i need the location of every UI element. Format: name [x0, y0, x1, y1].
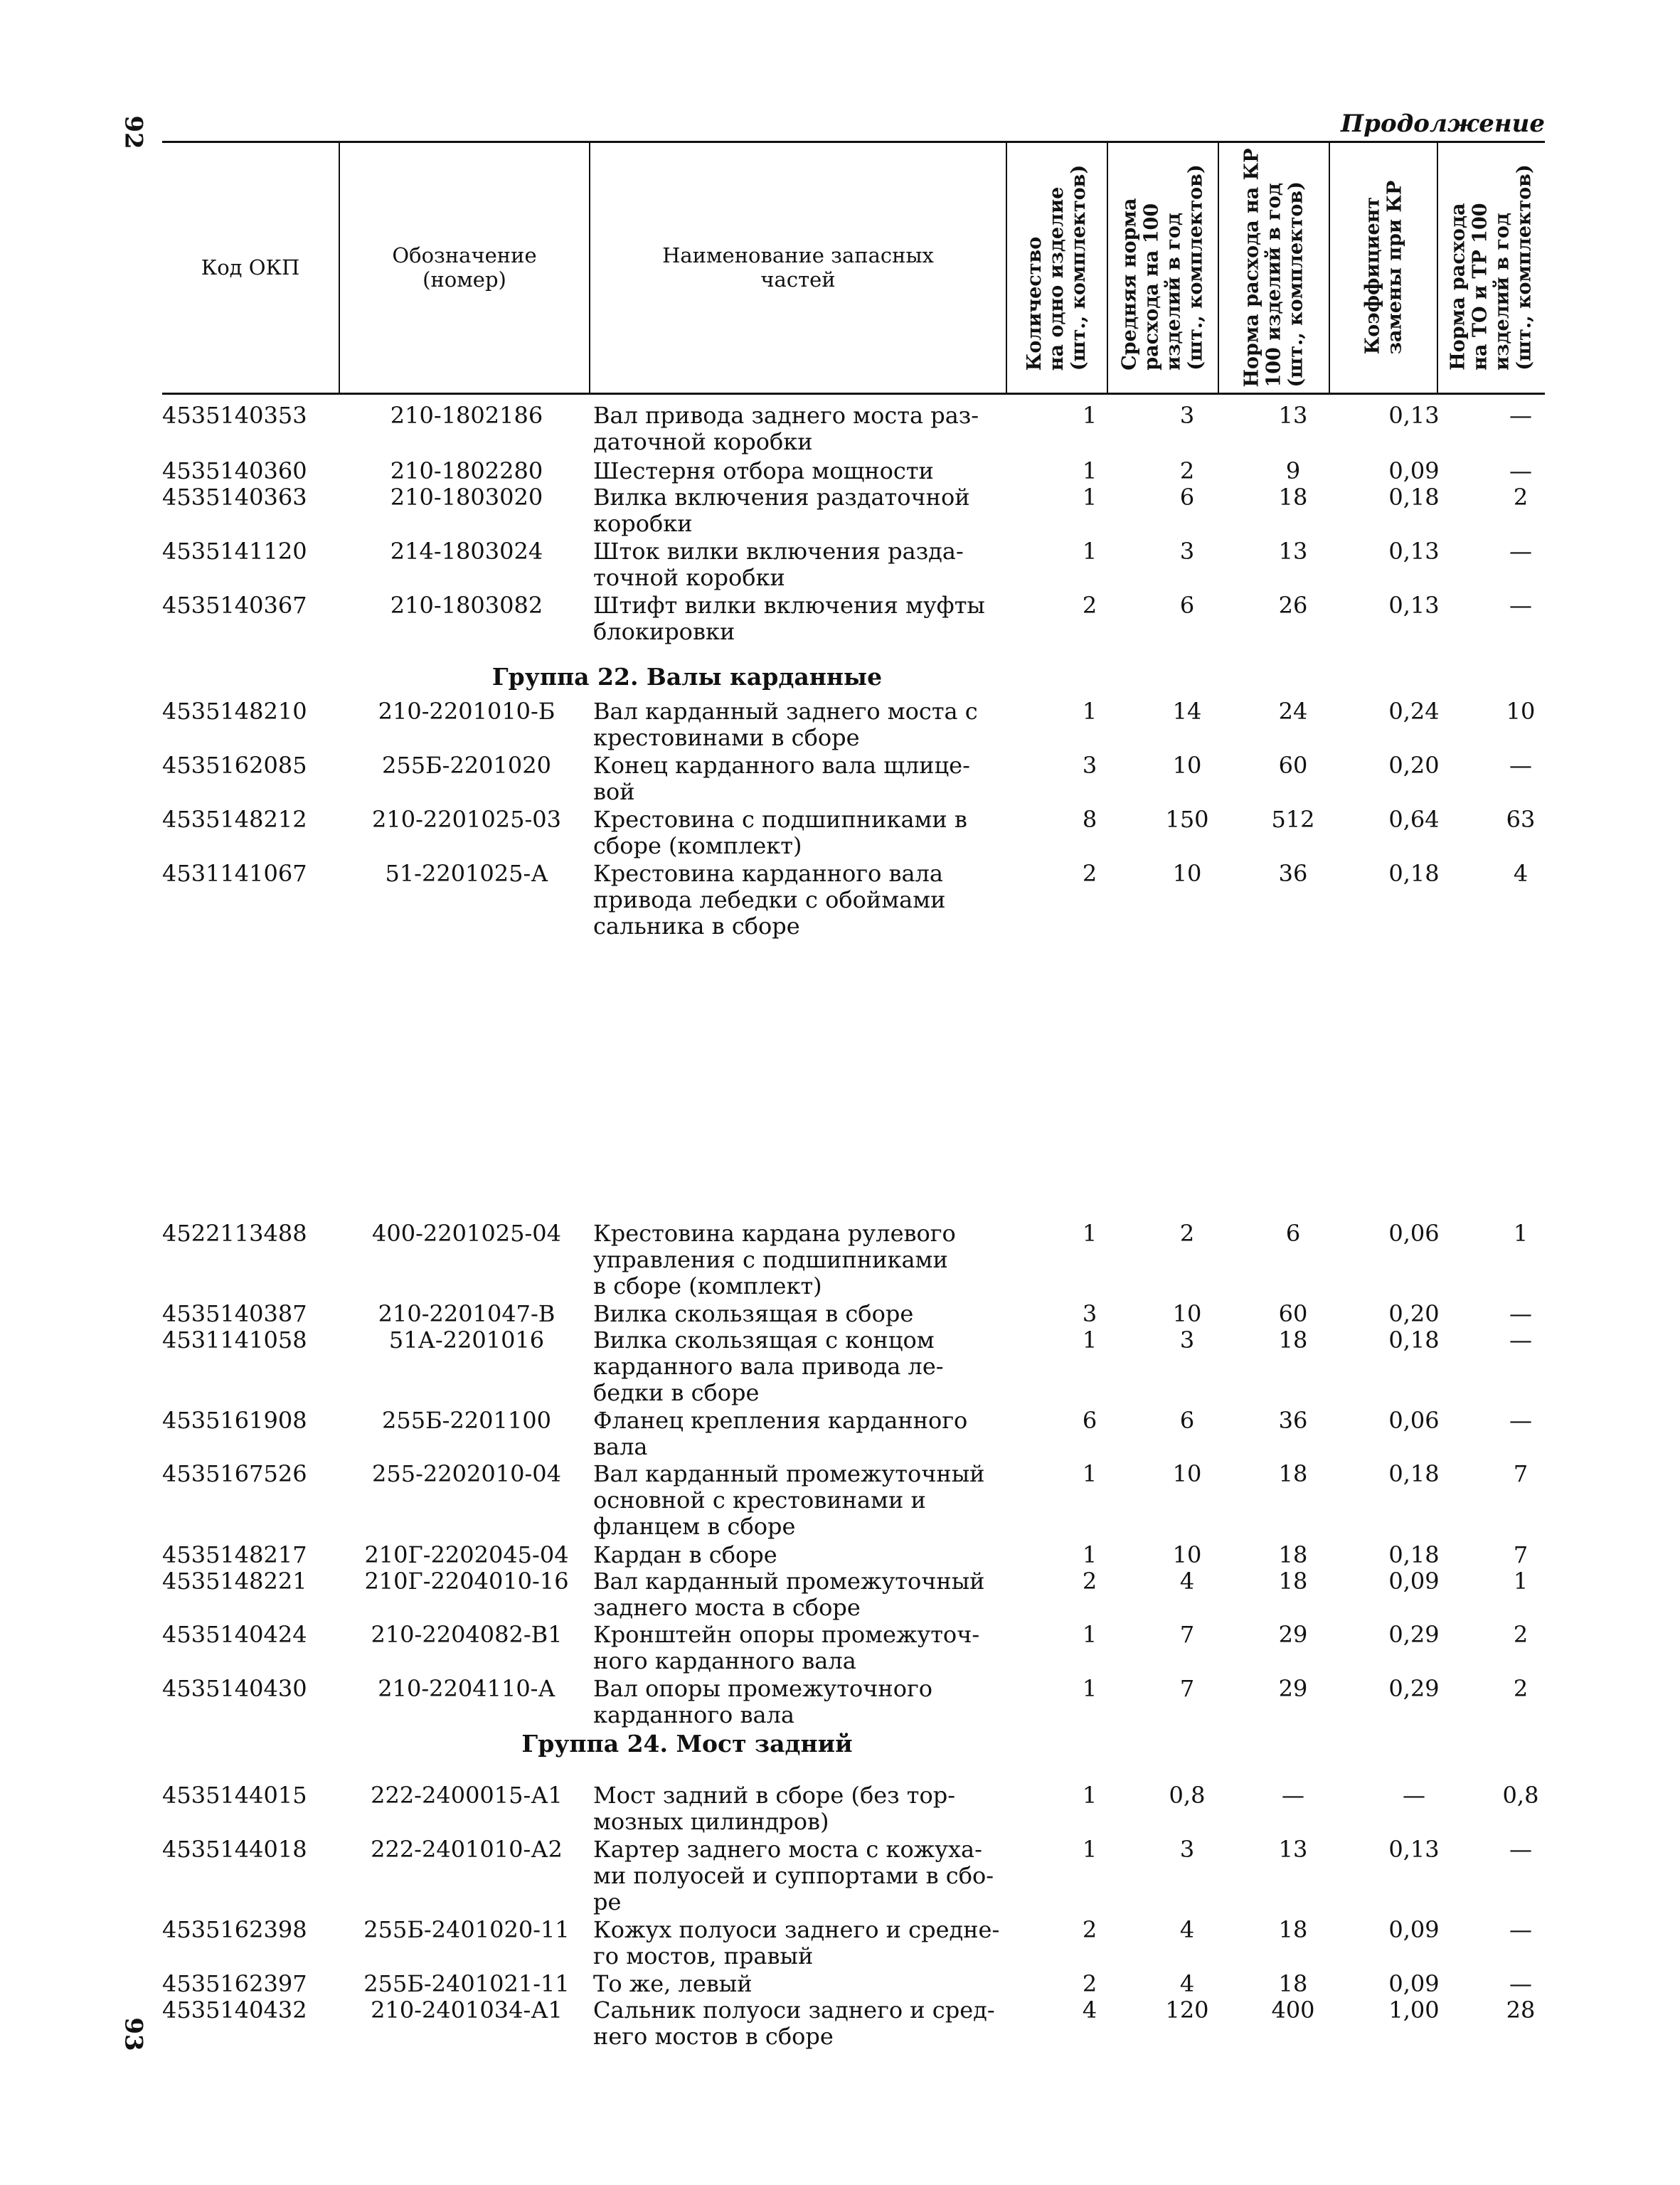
part-name	[593, 1836, 1105, 1915]
qty-per-item: 1	[1082, 402, 1097, 429]
part-name	[593, 698, 1105, 751]
part-designation: 255Б-2201020	[382, 752, 551, 779]
to-norm: 28	[1506, 1997, 1536, 2024]
to-norm: —	[1509, 1970, 1532, 1997]
qty-per-item: 1	[1082, 538, 1097, 565]
okp-code: 4535141120	[162, 538, 307, 565]
avg-norm: 2	[1179, 1220, 1195, 1247]
qty-per-item: 2	[1082, 1970, 1097, 1997]
avg-norm: 10	[1172, 752, 1202, 779]
replace-coefficient: 0,18	[1388, 1327, 1440, 1354]
part-name	[593, 1461, 1105, 1540]
okp-code: 4535140363	[162, 484, 307, 511]
replace-coefficient: 0,18	[1388, 860, 1440, 887]
part-name-line: ми полуосей и суппортами в сбо-	[593, 1862, 994, 1889]
header-to-norm: Норма расхода на ТО и ТР 100 изделий в год (шт., комплектов)	[1447, 164, 1536, 371]
qty-per-item: 1	[1082, 1220, 1097, 1247]
okp-code: 4535144015	[162, 1782, 307, 1809]
replace-coefficient: 0,29	[1388, 1621, 1440, 1648]
group-heading-24: Группа 24. Мост задний	[521, 1730, 853, 1758]
replace-coefficient: 0,09	[1388, 1970, 1440, 1997]
part-name	[593, 807, 1105, 859]
okp-code: 4535162397	[162, 1970, 307, 1997]
kr-norm: 36	[1278, 1407, 1308, 1434]
replace-coefficient: 0,13	[1388, 402, 1440, 429]
part-name-line: даточной коробки	[593, 428, 813, 455]
kr-norm: 29	[1278, 1621, 1308, 1648]
okp-code: 4535148210	[162, 698, 307, 725]
part-name-line: Шток вилки включения разда-	[593, 538, 964, 565]
part-designation: 255Б-2201100	[382, 1407, 551, 1434]
avg-norm: 7	[1179, 1675, 1195, 1702]
part-designation: 400-2201025-04	[372, 1220, 561, 1247]
replace-coefficient: 0,18	[1388, 1460, 1440, 1487]
kr-norm: —	[1282, 1782, 1304, 1809]
kr-norm: 13	[1278, 538, 1308, 565]
part-name-line: сальника в сборе	[593, 913, 800, 940]
kr-norm: 18	[1278, 484, 1308, 511]
part-name-line: коробки	[593, 510, 693, 537]
part-name	[593, 753, 1105, 805]
to-norm: 4	[1513, 860, 1529, 887]
part-designation: 210Г-2204010-16	[364, 1568, 569, 1595]
replace-coefficient: 0,09	[1388, 1916, 1440, 1943]
avg-norm: 10	[1172, 1541, 1202, 1568]
part-name-line: него мостов в сборе	[593, 2023, 834, 2050]
part-designation: 210-1803020	[390, 484, 543, 511]
kr-norm: 60	[1278, 752, 1308, 779]
okp-code: 4535144018	[162, 1836, 307, 1863]
avg-norm: 4	[1179, 1970, 1195, 1997]
kr-norm: 18	[1278, 1541, 1308, 1568]
part-name-line: Вилка включения раздаточной	[593, 484, 970, 511]
avg-norm: 4	[1179, 1916, 1195, 1943]
page-number-top: 92	[119, 115, 148, 149]
part-name-line: Крестовина карданного вала	[593, 860, 943, 887]
replace-coefficient: 0,20	[1388, 752, 1440, 779]
avg-norm: 3	[1179, 1327, 1195, 1354]
qty-per-item: 1	[1082, 1327, 1097, 1354]
to-norm: —	[1509, 457, 1532, 484]
qty-per-item: 1	[1082, 484, 1097, 511]
part-name-line: Шестерня отбора мощности	[593, 457, 934, 484]
okp-code: 4535148217	[162, 1541, 307, 1568]
avg-norm: 150	[1165, 806, 1209, 833]
header-code: Код ОКП	[201, 255, 300, 280]
part-name-line: Мост задний в сборе (без тор-	[593, 1782, 956, 1809]
to-norm: 0,8	[1502, 1782, 1539, 1809]
replace-coefficient: 0,13	[1388, 1836, 1440, 1863]
part-name-line: вой	[593, 778, 635, 805]
replace-coefficient: 0,13	[1388, 592, 1440, 619]
header-avg-norm: Средняя норма расхода на 100 изделий в год (шт., комплектов)	[1119, 164, 1207, 371]
kr-norm: 18	[1278, 1327, 1308, 1354]
qty-per-item: 1	[1082, 1782, 1097, 1809]
qty-per-item: 1	[1082, 1460, 1097, 1487]
part-name	[593, 1971, 1105, 1997]
header-part-name: Наименование запасных частей	[662, 243, 934, 292]
part-name-line: карданного вала привода ле-	[593, 1353, 944, 1380]
replace-coefficient: 0,06	[1388, 1220, 1440, 1247]
to-norm: 7	[1513, 1460, 1529, 1487]
qty-per-item: 2	[1082, 1916, 1097, 1943]
replace-coefficient: 0,09	[1388, 1568, 1440, 1595]
part-designation: 210Г-2202045-04	[364, 1541, 569, 1568]
part-name-line: Вал карданный промежуточный	[593, 1568, 985, 1595]
to-norm: —	[1509, 1916, 1532, 1943]
group-heading-22: Группа 22. Валы карданные	[491, 663, 883, 691]
to-norm: —	[1509, 402, 1532, 429]
replace-coefficient: 0,18	[1388, 1541, 1440, 1568]
part-name-line: фланцем в сборе	[593, 1513, 796, 1540]
part-name-line: блокировки	[593, 618, 735, 645]
to-norm: —	[1509, 538, 1532, 565]
replace-coefficient: 0,20	[1388, 1300, 1440, 1327]
part-designation: 210-2201047-В	[378, 1300, 555, 1327]
part-name-line: Вал привода заднего моста раз-	[593, 402, 979, 429]
avg-norm: 120	[1165, 1997, 1209, 2024]
qty-per-item: 1	[1082, 457, 1097, 484]
part-name	[593, 1676, 1105, 1728]
okp-code: 4535148221	[162, 1568, 307, 1595]
okp-code: 4535162085	[162, 752, 307, 779]
okp-code: 4535140387	[162, 1300, 307, 1327]
part-designation: 210-1802280	[390, 457, 543, 484]
part-name-line: Кардан в сборе	[593, 1541, 777, 1568]
qty-per-item: 3	[1082, 752, 1097, 779]
qty-per-item: 1	[1082, 1836, 1097, 1863]
part-name-line: Штифт вилки включения муфты	[593, 592, 985, 619]
kr-norm: 29	[1278, 1675, 1308, 1702]
header-designation: Обозначение (номер)	[392, 243, 537, 292]
part-designation: 210-2204110-А	[378, 1675, 555, 1702]
okp-code: 4531141067	[162, 860, 307, 887]
part-designation: 51А-2201016	[388, 1327, 545, 1354]
okp-code: 4535140424	[162, 1621, 307, 1648]
to-norm: 63	[1506, 806, 1536, 833]
to-norm: —	[1509, 1407, 1532, 1434]
part-designation: 51-2201025-А	[385, 860, 548, 887]
part-name-line: Крестовина с подшипниками в	[593, 806, 967, 833]
to-norm: —	[1509, 1327, 1532, 1354]
part-name-line: бедки в сборе	[593, 1379, 760, 1406]
part-name-line: крестовинами в сборе	[593, 724, 860, 751]
part-designation: 255Б-2401021-11	[363, 1970, 570, 1997]
header-kr-norm: Норма расхода на КР 100 изделий в год (шт., комплектов)	[1240, 147, 1307, 388]
to-norm: —	[1509, 1836, 1532, 1863]
kr-norm: 512	[1271, 806, 1315, 833]
qty-per-item: 2	[1082, 592, 1097, 619]
replace-coefficient: 1,00	[1388, 1997, 1440, 2024]
okp-code: 4535167526	[162, 1460, 307, 1487]
okp-code: 4535140432	[162, 1997, 307, 2024]
part-name-line: сборе (комплект)	[593, 832, 802, 859]
kr-norm: 18	[1278, 1970, 1308, 1997]
header-qty: Количество на одно изделие (шт., комплектов)	[1024, 164, 1090, 371]
part-name	[593, 592, 1105, 645]
part-name-line: Вилка скользящая в сборе	[593, 1300, 914, 1327]
part-name-line: Конец карданного вала щлице-	[593, 752, 970, 779]
to-norm: 10	[1506, 698, 1536, 725]
kr-norm: 18	[1278, 1568, 1308, 1595]
part-designation: 222-2401010-А2	[371, 1836, 563, 1863]
part-name	[593, 1917, 1105, 1969]
kr-norm: 24	[1278, 698, 1308, 725]
part-designation: 210-2201010-Б	[378, 698, 555, 725]
part-name	[593, 1327, 1105, 1406]
part-designation: 255-2202010-04	[372, 1460, 561, 1487]
avg-norm: 3	[1179, 1836, 1195, 1863]
replace-coefficient: 0,06	[1388, 1407, 1440, 1434]
part-name-line: го мостов, правый	[593, 1942, 814, 1969]
part-name-line: мозных цилиндров)	[593, 1808, 829, 1835]
avg-norm: 3	[1179, 402, 1195, 429]
part-name	[593, 1408, 1105, 1460]
part-name	[593, 1782, 1105, 1835]
header-coefficient: Коэффициент замены при КР	[1361, 180, 1405, 355]
part-name-line: Кожух полуоси заднего и средне-	[593, 1916, 1000, 1943]
avg-norm: 10	[1172, 1300, 1202, 1327]
qty-per-item: 4	[1082, 1997, 1097, 2024]
part-designation: 210-2201025-03	[372, 806, 561, 833]
avg-norm: 0,8	[1169, 1782, 1206, 1809]
replace-coefficient: 0,24	[1388, 698, 1440, 725]
avg-norm: 4	[1179, 1568, 1195, 1595]
part-name-line: вала	[593, 1433, 648, 1460]
part-name	[593, 403, 1105, 455]
kr-norm: 26	[1278, 592, 1308, 619]
okp-code: 4535140353	[162, 402, 307, 429]
part-name	[593, 861, 1105, 940]
okp-code: 4535161908	[162, 1407, 307, 1434]
part-name-line: Картер заднего моста с кожуха-	[593, 1836, 982, 1863]
avg-norm: 6	[1179, 1407, 1195, 1434]
continuation-label: Продолжение	[1341, 110, 1545, 138]
kr-norm: 36	[1278, 860, 1308, 887]
kr-norm: 60	[1278, 1300, 1308, 1327]
qty-per-item: 6	[1082, 1407, 1097, 1434]
qty-per-item: 2	[1082, 1568, 1097, 1595]
part-name	[593, 1221, 1105, 1299]
to-norm: 7	[1513, 1541, 1529, 1568]
part-name-line: Вал опоры промежуточного	[593, 1675, 932, 1702]
part-name	[593, 538, 1105, 591]
okp-code: 4535148212	[162, 806, 307, 833]
replace-coefficient: —	[1403, 1782, 1425, 1809]
part-name-line: Вал карданный промежуточный	[593, 1460, 985, 1487]
okp-code: 4535140430	[162, 1675, 307, 1702]
qty-per-item: 8	[1082, 806, 1097, 833]
kr-norm: 18	[1278, 1916, 1308, 1943]
okp-code: 4531141058	[162, 1327, 307, 1354]
part-designation: 255Б-2401020-11	[363, 1916, 570, 1943]
to-norm: —	[1509, 592, 1532, 619]
okp-code: 4535140360	[162, 457, 307, 484]
kr-norm: 13	[1278, 1836, 1308, 1863]
part-name	[593, 1997, 1105, 2050]
part-name-line: Вал карданный заднего моста с	[593, 698, 978, 725]
qty-per-item: 1	[1082, 1541, 1097, 1568]
replace-coefficient: 0,09	[1388, 457, 1440, 484]
avg-norm: 3	[1179, 538, 1195, 565]
to-norm: 2	[1513, 1621, 1529, 1648]
part-name-line: Фланец крепления карданного	[593, 1407, 968, 1434]
part-name-line: основной с крестовинами и	[593, 1487, 926, 1514]
part-name	[593, 458, 1105, 484]
part-name-line: ре	[593, 1888, 622, 1915]
qty-per-item: 3	[1082, 1300, 1097, 1327]
to-norm: —	[1509, 752, 1532, 779]
okp-code: 4535140367	[162, 592, 307, 619]
avg-norm: 10	[1172, 860, 1202, 887]
qty-per-item: 1	[1082, 1675, 1097, 1702]
part-name-line: заднего моста в сборе	[593, 1594, 861, 1621]
to-norm: —	[1509, 1300, 1532, 1327]
replace-coefficient: 0,29	[1388, 1675, 1440, 1702]
part-name-line: Вилка скользящая с концом	[593, 1327, 935, 1354]
part-name	[593, 484, 1105, 537]
avg-norm: 6	[1179, 484, 1195, 511]
avg-norm: 2	[1179, 457, 1195, 484]
part-designation: 222-2400015-А1	[371, 1782, 563, 1809]
okp-code: 4522113488	[162, 1220, 307, 1247]
page-number-bottom: 93	[119, 2017, 148, 2051]
kr-norm: 9	[1285, 457, 1301, 484]
part-name	[593, 1542, 1105, 1568]
qty-per-item: 1	[1082, 1621, 1097, 1648]
table-header-rule	[162, 393, 1545, 395]
avg-norm: 6	[1179, 592, 1195, 619]
part-name-line: карданного вала	[593, 1701, 794, 1728]
part-name-line: То же, левый	[593, 1970, 753, 1997]
kr-norm: 13	[1278, 402, 1308, 429]
part-designation: 210-2204082-В1	[371, 1621, 563, 1648]
kr-norm: 400	[1271, 1997, 1315, 2024]
part-designation: 210-1802186	[390, 402, 543, 429]
avg-norm: 7	[1179, 1621, 1195, 1648]
avg-norm: 14	[1172, 698, 1202, 725]
to-norm: 2	[1513, 1675, 1529, 1702]
part-designation: 210-2401034-А1	[371, 1997, 563, 2024]
part-name	[593, 1301, 1105, 1327]
replace-coefficient: 0,18	[1388, 484, 1440, 511]
part-name-line: привода лебедки с обоймами	[593, 886, 946, 913]
okp-code: 4535162398	[162, 1916, 307, 1943]
to-norm: 2	[1513, 484, 1529, 511]
avg-norm: 10	[1172, 1460, 1202, 1487]
part-name-line: Крестовина кардана рулевого	[593, 1220, 956, 1247]
part-name-line: ного карданного вала	[593, 1647, 856, 1674]
kr-norm: 18	[1278, 1460, 1308, 1487]
part-designation: 210-1803082	[390, 592, 543, 619]
replace-coefficient: 0,13	[1388, 538, 1440, 565]
to-norm: 1	[1513, 1568, 1529, 1595]
part-name-line: в сборе (комплект)	[593, 1272, 822, 1299]
part-name-line: Кронштейн опоры промежуточ-	[593, 1621, 980, 1648]
replace-coefficient: 0,64	[1388, 806, 1440, 833]
part-name	[593, 1622, 1105, 1674]
kr-norm: 6	[1285, 1220, 1301, 1247]
qty-per-item: 1	[1082, 698, 1097, 725]
part-name-line: Сальник полуоси заднего и сред-	[593, 1997, 995, 2024]
part-name-line: точной коробки	[593, 564, 785, 591]
part-name-line: управления с подшипниками	[593, 1246, 948, 1273]
to-norm: 1	[1513, 1220, 1529, 1247]
part-designation: 214-1803024	[390, 538, 543, 565]
qty-per-item: 2	[1082, 860, 1097, 887]
part-name	[593, 1568, 1105, 1621]
